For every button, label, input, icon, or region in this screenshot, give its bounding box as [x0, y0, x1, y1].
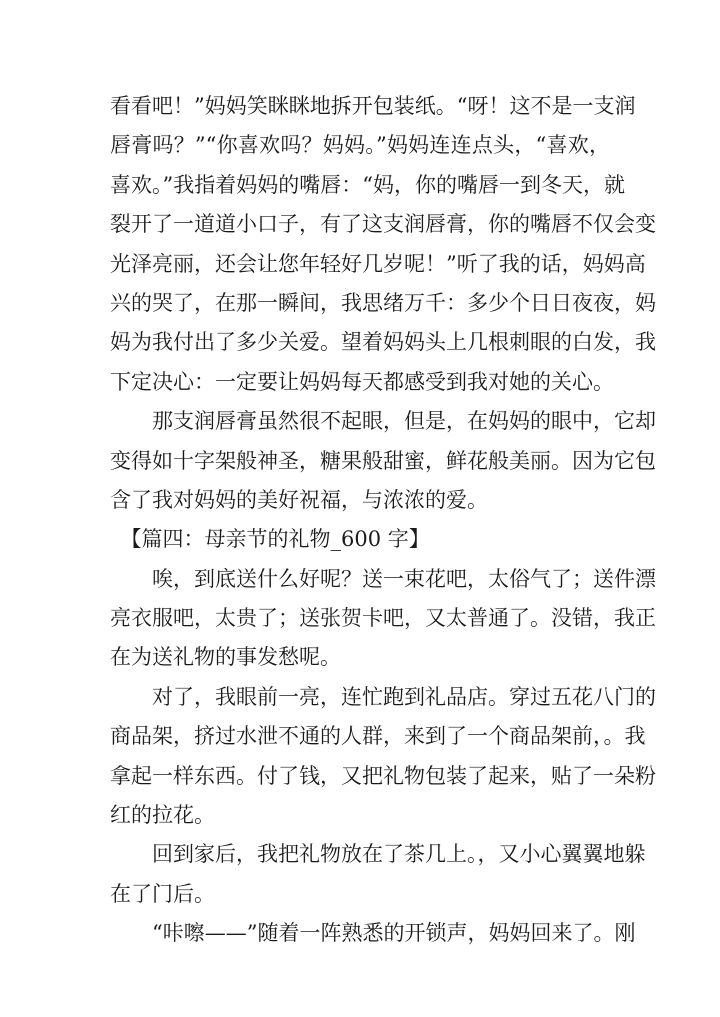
text-line: 妈为我付出了多少关爱。望着妈妈头上几根刺眼的白发，我: [110, 330, 656, 355]
text-line: 在为送礼物的事发愁呢。: [110, 645, 341, 670]
section-heading: 【篇四：母亲节的礼物_600 字】: [110, 527, 430, 552]
text-line: 在了门后。: [110, 881, 215, 906]
text-line: 裂开了一道道小口子，有了这支润唇膏，你的嘴唇不仅会变: [110, 212, 656, 237]
text-line: 商品架，挤过水泄不通的人群，来到了一个商品架前，。我: [110, 724, 646, 749]
text-line: 那支润唇膏虽然很不起眼，但是，在妈妈的眼中，它却: [110, 409, 656, 434]
text-line: 变得如十字架般神圣，糖果般甜蜜，鲜花般美丽。因为它包: [110, 448, 656, 473]
text-line: 亮衣服吧，太贵了；送张贺卡吧，又太普通了。没错，我正: [110, 606, 656, 631]
text-line: 看看吧！”妈妈笑眯眯地拆开包装纸。“呀！这不是一支润: [110, 94, 636, 118]
text-line: 红的拉花。: [110, 803, 215, 828]
text-line: 喜欢。”我指着妈妈的嘴唇：“妈，你的嘴唇一到冬天，就: [110, 172, 625, 197]
text-line: 唉，到底送什么好呢？送一束花吧，太俗气了；送件漂: [110, 566, 656, 591]
text-line: 拿起一样东西。付了钱，又把礼物包装了起来，贴了一朵粉: [110, 763, 656, 788]
text-line: 对了，我眼前一亮，连忙跑到礼品店。穿过五花八门的: [110, 684, 656, 709]
text-line: 回到家后，我把礼物放在了茶几上。，又小心翼翼地躲: [110, 842, 646, 867]
text-line: “咔嚓——”随着一阵熟悉的开锁声，妈妈回来了。刚: [110, 921, 636, 946]
text-line: 兴的哭了，在那一瞬间，我思绪万千：多少个日日夜夜，妈: [110, 290, 656, 315]
text-line: 含了我对妈妈的美好祝福，与浓浓的爱。: [110, 487, 488, 512]
text-line: 唇膏吗？”“你喜欢吗？妈妈。”妈妈连连点头，“喜欢，: [110, 133, 610, 158]
text-line: 光泽亮丽，还会让您年轻好几岁呢！”听了我的话，妈妈高: [110, 251, 646, 276]
text-line: 下定决心：一定要让妈妈每天都感受到我对她的关心。: [110, 369, 614, 394]
essay-text: [110, 87, 656, 954]
